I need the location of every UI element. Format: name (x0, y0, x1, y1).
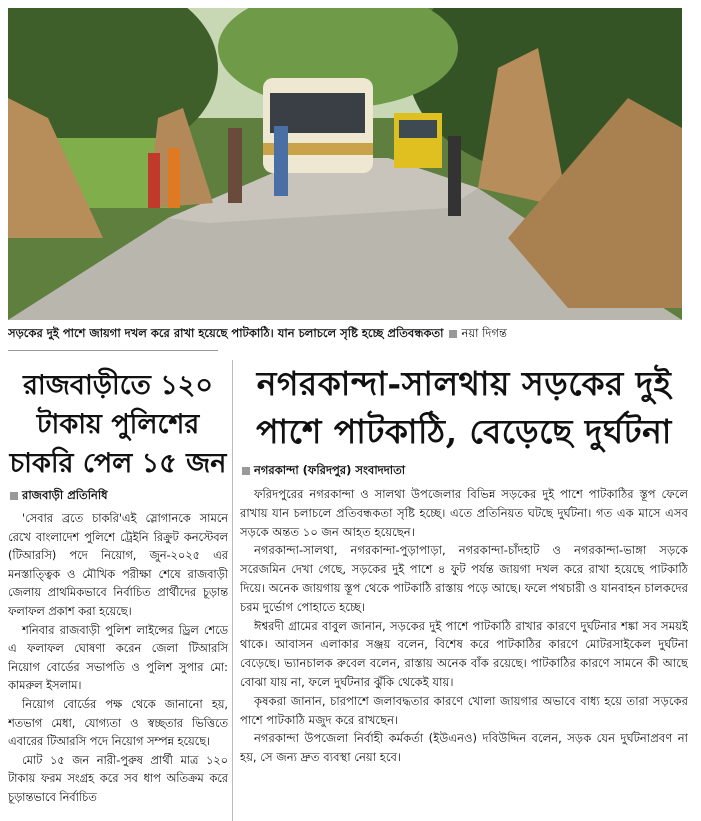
right-paragraph: নগরকান্দা উপজেলা নির্বাহী কর্মকর্তা (ইউএনও) দবিউদ্দিন বলেন, সড়ক যেন দুর্ঘটনাপ্রবণ না হয়, সে জন্য দ্রুত ব্যবস্থা নেয়া হবে। (240, 731, 688, 765)
right-article (240, 352, 688, 821)
photo-credit: নয়া দিগন্ত (461, 326, 507, 340)
left-paragraph: নিয়োগ বোর্ডের পক্ষ থেকে জানানো হয়, শতভাগ মেধা, যোগ্যতা ও স্বচ্ছতার ভিত্তিতে এবারের টিআরসি পদে নিয়োগ সম্পন্ন হয়েছে। (8, 697, 228, 749)
right-paragraph: নগরকান্দা-সালথা, নগরকান্দা-পুড়াপাড়া, নগরকান্দা-চাঁদহাট ও নগরকান্দা-ভাঙ্গা সড়কে সরেজমিন দেখা গেছে, সড়কের দুই পাশে ৪ ফুট পর্যন্ত জায়গা দখল করে রাখা হয়েছে পাটকাঠি দিয়ে। অনেক জায়গায় স্তূপ থেকে পাটকাঠি রাস্তায় পড়ে আছে। ফলে পথচারী ও যানবাহন চালকদের চরম দুর্ভোগ পোহাতে হচ্ছে। (240, 543, 688, 614)
column-divider (232, 360, 233, 821)
left-paragraph: মোট ১৫ জন নারী-পুরুষ প্রার্থী মাত্র ১২০ টাকায় ফরম সংগ্রহ করে সব ধাপ অতিক্রম করে চূড়ান্তভাবে নির্বাচিত (8, 753, 228, 804)
right-paragraph: ফরিদপুরের নগরকান্দা ও সালথা উপজেলার বিভিন্ন সড়কের দুই পাশে পাটকাঠির স্তূপ ফেলে রাখায় যান চলাচলে প্রতিবন্ধকতা সৃষ্টি হচ্ছে। এতে প্রতিনিয়ত ঘটছে দুর্ঘটনা। গত এক মাসে এসব সড়কে অন্তত ১০ জন আহত হয়েছেন। (240, 487, 688, 539)
right-body (240, 485, 688, 767)
right-byline-text: নগরকান্দা (ফরিদপুর) সংবাদদাতা (254, 463, 406, 477)
left-body (8, 510, 228, 808)
byline-square-icon (242, 467, 250, 475)
caption-square-icon (449, 330, 457, 338)
caption-text: সড়কের দুই পাশে জায়গা দখল করে রাখা হয়েছে পাটকাঠি। যান চলাচলে সৃষ্টি হচ্ছে প্রতিবন্ধকতা (8, 326, 444, 340)
left-headline: রাজবাড়ীতে ১২০ টাকায় পুলিশের চাকরি পেল ১৫ জন (9, 370, 227, 479)
right-paragraph: কৃষকরা জানান, চারপাশে জলাবদ্ধতার কারণে খোলা জায়গার অভাবে বাধ্য হয়ে তারা সড়কের পাশে পাটকাঠি মজুদ করে রাখছেন। (240, 693, 688, 727)
left-article (8, 360, 228, 821)
right-headline: নগরকান্দা-সালথায় সড়কের দুই পাশে পাটকাঠি, বেড়েছে দুর্ঘটনা (256, 364, 672, 451)
left-paragraph: শনিবার রাজবাড়ী পুলিশ লাইন্সের ড্রিল শেডে এ ফলাফল ঘোষণা করেন জেলা টিআরসি নিয়োগ বোর্ডের সভাপতি ও পুলিশ সুপার মো: কামরুল ইসলাম। (8, 623, 228, 693)
news-photo (8, 8, 682, 320)
right-byline (242, 462, 688, 481)
left-top-rule (8, 350, 218, 351)
right-paragraph: ঈশ্বরদী গ্রামের বাবুল জানান, সড়কের দুই পাশে পাটকাঠি রাখার কারণে দুর্ঘটনার শঙ্কা সব সময়ই থাকে। আবাসন এলাকার সঞ্জয় বলেন, বিশেষ করে পাটকাঠির কারণে মোটরসাইকেল দুর্ঘটনা বেড়েছে। ভ্যানচালক রুবেল বলেন, রাস্তায় অনেক বাঁক রয়েছে। পাটকাঠির কারণে সামনে কী আছে বোঝা যায় না, ফলে দুর্ঘটনার ঝুঁকি থেকেই যায়। (240, 618, 688, 689)
left-byline (10, 487, 228, 506)
byline-square-icon (10, 492, 18, 500)
photo-caption (8, 323, 688, 343)
left-byline-text: রাজবাড়ী প্রতিনিধি (22, 488, 108, 502)
left-paragraph: 'সেবার ব্রতে চাকরি'এই স্লোগানকে সামনে রেখে বাংলাদেশ পুলিশে ট্রেইনি রিক্রুট কনস্টেবল (টিআরসি) পদে নিয়োগ, জুন-২০২৫ এর মনস্তাত্ত্বিক ও মৌখিক পরীক্ষা শেষে রাজবাড়ী জেলায় প্রাথমিকভাবে নির্বাচিত প্রার্থীদের চূড়ান্ত ফলাফল প্রকাশ করা হয়েছে। (8, 512, 228, 618)
